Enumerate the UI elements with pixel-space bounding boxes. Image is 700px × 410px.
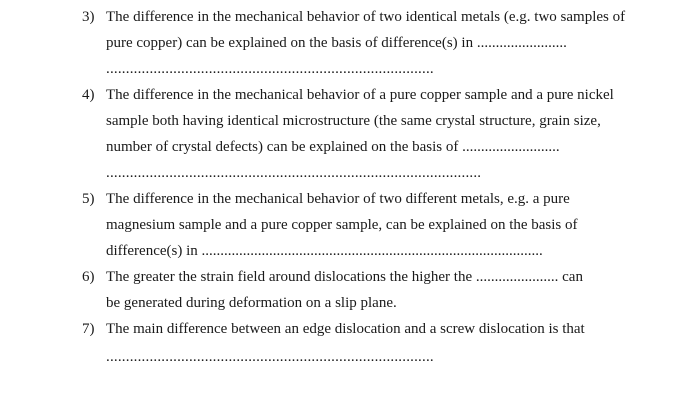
question-text-line: magnesium sample and a pure copper sample, can be explained on the basis of	[106, 217, 578, 233]
question-number: 6)	[82, 269, 95, 285]
answer-blank-line: ...................................................................................	[106, 61, 434, 77]
question-number: 7)	[82, 321, 95, 337]
question-number: 5)	[82, 191, 95, 207]
answer-blank-line: ...................................................................................	[106, 349, 434, 365]
question-text-line: The greater the strain field around dislocations the higher the ...................... can	[106, 269, 583, 285]
question-text-line: The difference in the mechanical behavior of a pure copper sample and a pure nickel	[106, 87, 614, 103]
question-text-line: sample both having identical microstructure (the same crystal structure, grain size,	[106, 113, 601, 129]
question-text-line: be generated during deformation on a slip plane.	[106, 295, 397, 311]
question-text-line: The difference in the mechanical behavior of two identical metals (e.g. two samples of	[106, 9, 626, 25]
question-text-line: The difference in the mechanical behavior of two different metals, e.g. a pure	[106, 191, 570, 207]
question-text-line: difference(s) in ...........................................................................................	[106, 243, 543, 259]
question-number: 4)	[82, 87, 95, 103]
question-text-line: The main difference between an edge dislocation and a screw dislocation is that	[106, 321, 585, 337]
question-number: 3)	[82, 9, 95, 25]
question-text-line: pure copper) can be explained on the basis of difference(s) in ........................	[106, 35, 567, 51]
answer-blank-line: ...............................................................................................	[106, 165, 482, 181]
question-text-line: number of crystal defects) can be explained on the basis of ..........................	[106, 139, 560, 155]
